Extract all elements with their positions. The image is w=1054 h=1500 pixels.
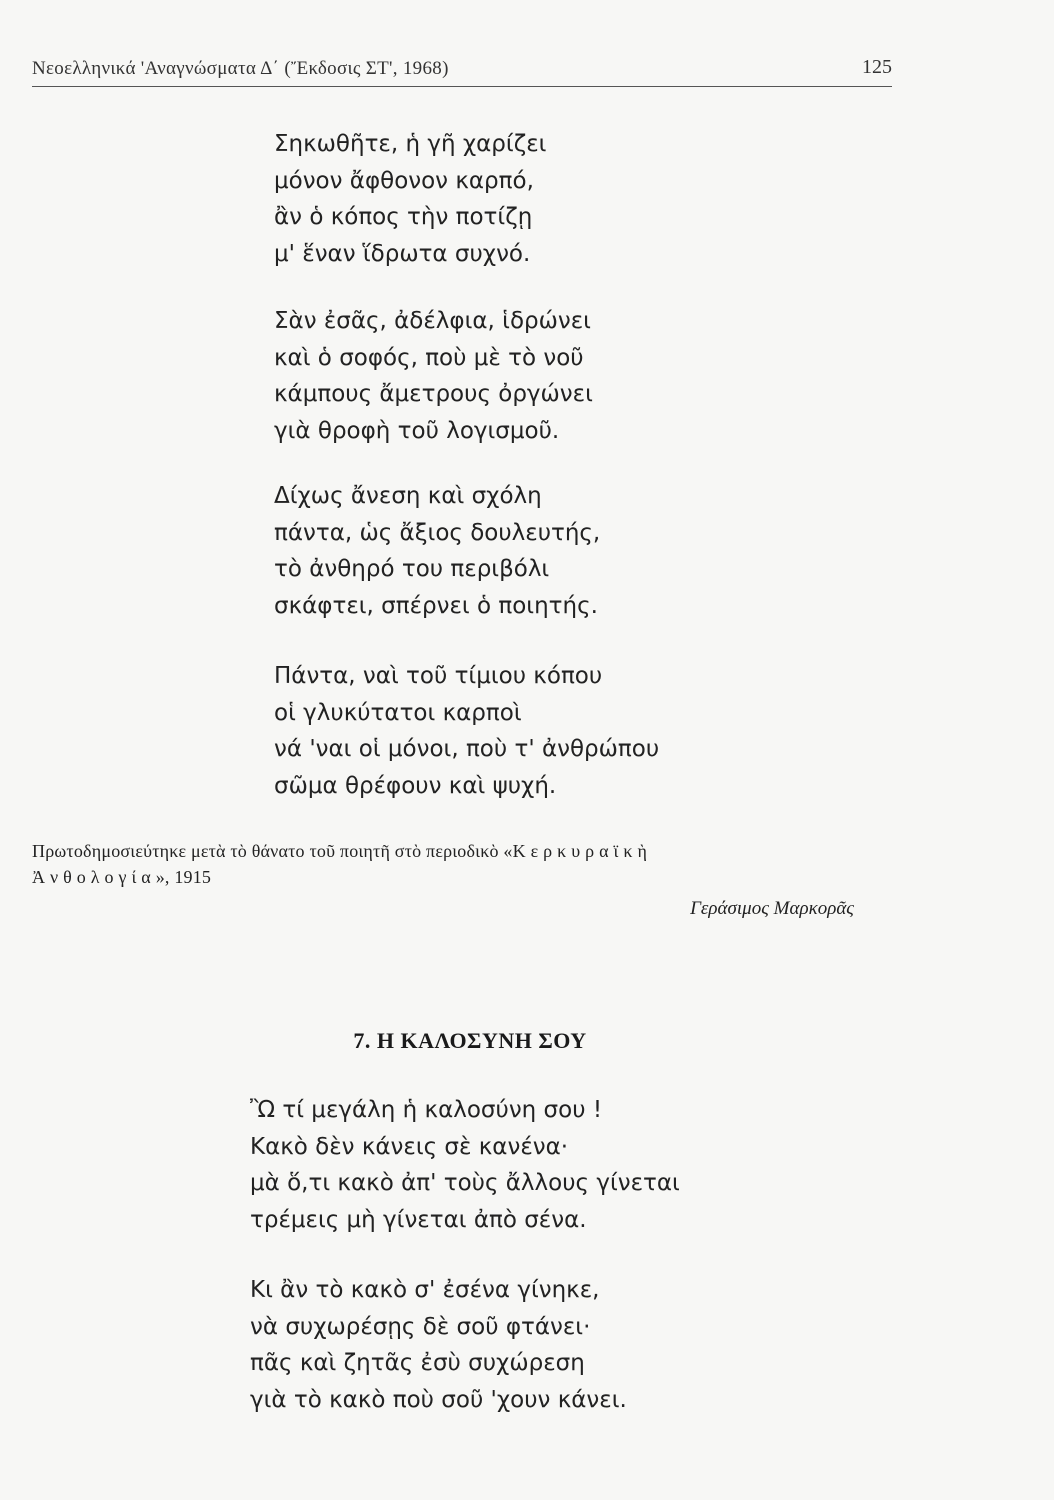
verse-line: σῶμα θρέφουν καὶ ψυχή. bbox=[274, 772, 557, 799]
author-signature: Γεράσιμος Μαρκορᾶς bbox=[690, 898, 854, 919]
journal-name-part2: Ἀνθολογία bbox=[32, 867, 156, 887]
running-header bbox=[32, 54, 892, 87]
verse-line: πᾶς καὶ ζητᾶς ἐσὺ συχώρεση bbox=[250, 1350, 585, 1376]
verse-line: Κακὸ δὲν κάνεις σὲ κανένα· bbox=[250, 1133, 569, 1160]
poem1-stanza-3 bbox=[274, 478, 600, 624]
verse-line: τρέμεις μὴ γίνεται ἀπὸ σένα. bbox=[250, 1206, 587, 1233]
poem2-stanza-1 bbox=[250, 1092, 680, 1238]
verse-line: σκάφτει, σπέρνει ὁ ποιητής. bbox=[274, 592, 598, 619]
poem1-stanza-4 bbox=[274, 658, 659, 804]
note-text: Πρωτοδημοσιεύτηκε μετὰ τὸ θάνατο τοῦ ποιητῆ στὸ περιοδικὸ « bbox=[32, 841, 513, 861]
page-number: 125 bbox=[862, 56, 892, 78]
verse-line: Ὢ τί μεγάλη ἡ καλοσύνη σου ! bbox=[250, 1097, 603, 1123]
verse-line: ἂν ὁ κόπος τὴν ποτίζῃ bbox=[274, 204, 533, 230]
verse-line: γιὰ τὸ κακὸ ποὺ σοῦ 'χουν κάνει. bbox=[250, 1386, 627, 1413]
verse-line: Κι ἂν τὸ κακὸ σ' ἐσένα γίνηκε, bbox=[250, 1277, 600, 1303]
verse-line: Πάντα, ναὶ τοῦ τίμιου κόπου bbox=[274, 663, 603, 689]
poem1-stanza-2 bbox=[274, 303, 593, 449]
verse-line: νὰ συχωρέσῃς δὲ σοῦ φτάνει· bbox=[250, 1313, 591, 1340]
note-line-2 bbox=[32, 864, 892, 890]
verse-line: νά 'ναι οἱ μόνοι, ποὺ τ' ἀνθρώπου bbox=[274, 736, 660, 762]
publication-note bbox=[32, 838, 892, 890]
verse-line: Δίχως ἄνεση καὶ σχόλη bbox=[274, 483, 542, 509]
verse-line: Σὰν ἐσᾶς, ἀδέλφια, ἱδρώνει bbox=[274, 308, 591, 334]
note-year: », 1915 bbox=[155, 867, 212, 887]
verse-line: πάντα, ὡς ἄξιος δουλευτής, bbox=[274, 519, 601, 546]
verse-line: μ' ἕναν ἵδρωτα συχνό. bbox=[274, 240, 531, 267]
running-title: Νεοελληνικά 'Αναγνώσματα Δ΄ (Ἔκδοσις ΣΤ', 1968) bbox=[32, 58, 449, 79]
poem2-stanza-2 bbox=[250, 1272, 627, 1418]
verse-line: μόνον ἄφθονον καρπό, bbox=[274, 167, 534, 194]
verse-line: τὸ ἀνθηρό του περιβόλι bbox=[274, 556, 550, 582]
poem1-stanza-1 bbox=[274, 126, 546, 272]
verse-line: κάμπους ἄμετρους ὀργώνει bbox=[274, 381, 593, 407]
verse-line: καὶ ὁ σοφός, ποὺ μὲ τὸ νοῦ bbox=[274, 344, 584, 371]
verse-line: οἱ γλυκύτατοι καρποὶ bbox=[274, 699, 522, 726]
note-line-1 bbox=[32, 838, 892, 864]
poem-title: 7. Η ΚΑΛΟΣΥΝΗ ΣΟΥ bbox=[353, 1028, 587, 1053]
verse-line: γιὰ θροφὴ τοῦ λογισμοῦ. bbox=[274, 417, 560, 444]
journal-name-part1: Κερκυραϊκὴ bbox=[512, 841, 652, 861]
verse-line: Σηκωθῆτε, ἡ γῆ χαρίζει bbox=[274, 131, 547, 157]
verse-line: μὰ ὅ,τι κακὸ ἀπ' τοὺς ἄλλους γίνεται bbox=[250, 1170, 680, 1196]
